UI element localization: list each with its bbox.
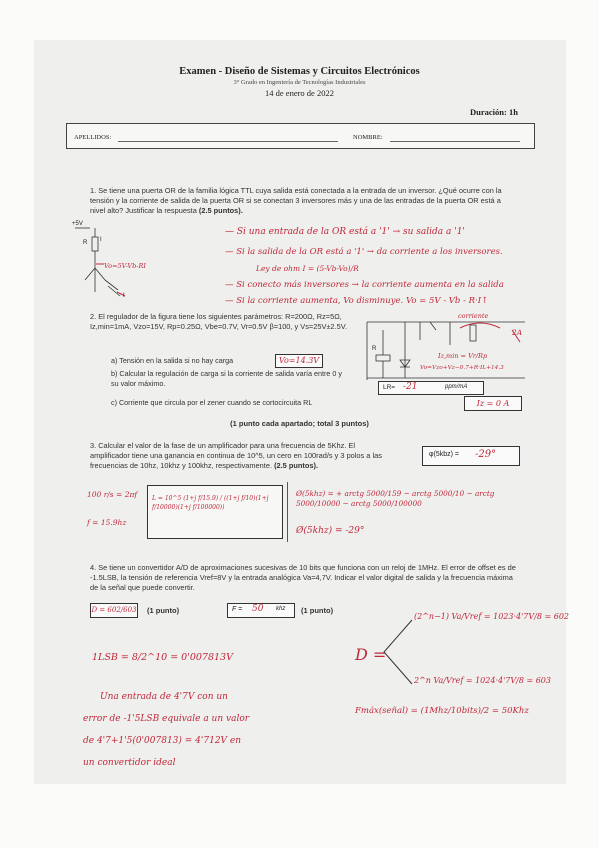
- q4-lsb: 1LSB = 8/2^10 = 0'007813V: [92, 652, 233, 663]
- exam-date: 14 de enero de 2022: [265, 88, 334, 98]
- q1-points: (2.5 puntos).: [198, 205, 243, 215]
- q4-text: 4. Se tiene un convertidor A/D de aproximaciones sucesivas de 10 bits que funciona con un reloj de 1MHz. El error de offset es de -1.5LSB, la tensión de referencia Vref=8V y la entrada analógica Va=4,7V. Indicar el valor digital de salida y la frecuencia máxima de la señal que puede convertir.: [90, 563, 516, 592]
- q1-hw-line1: — Si una entrada de la OR está a '1' → su salida a '1': [225, 227, 465, 237]
- exam-title: Examen - Diseño de Sistemas y Circuitos Electrónicos: [179, 66, 420, 77]
- q3-statement: 3. Calcular el valor de la fase de un amplificador para una frecuencia de 5Khz. El amplificador tiene una ganancia en continua de 10^5, un cero en 100rad/s y 3 polos a las frecuencias de 10hz, 10khz y 100khz, respectivamente.: [90, 441, 382, 470]
- degree-line: 3° Grado en Ingeniería de Tecnologías Industriales: [233, 79, 366, 86]
- q4-para1: Una entrada de 4'7V con un: [100, 692, 228, 702]
- lr-value: -21: [403, 382, 418, 392]
- q4-d-points: (1 punto): [147, 606, 180, 615]
- q4-d-answer[interactable]: D = 602/603: [90, 603, 138, 618]
- q1-hw-line5: — Si la corriente aumenta, Vo disminuye. Vo = 5V - Vb - R·I↑: [225, 296, 489, 306]
- q4-para3: de 4'7+1'5(0'007813) = 4'712V en: [83, 736, 242, 746]
- q4-fmax: Fmáx(señal) = (1Mhz/10bits)/2 = 50Khz: [355, 706, 529, 716]
- q2-a-answer[interactable]: Vo=14.3V: [275, 354, 323, 368]
- q4-f-points: (1 punto): [301, 606, 334, 615]
- q2-b: b) Calcular la regulación de carga si la corriente de salida varía entre 0 y su valor máximo.: [111, 369, 342, 388]
- vcc-label: +5V: [72, 221, 83, 227]
- f-label: F =: [232, 606, 243, 613]
- duration: Duración: 1h: [470, 107, 518, 117]
- apellidos-label: APELLIDOS:: [74, 134, 112, 141]
- amp-note: 2A: [512, 328, 523, 337]
- phi-label: φ(5kbz) =: [429, 451, 460, 458]
- q4-d-label: D =: [355, 645, 387, 664]
- q4-d-bot: 2^n Va/Vref = 1024·4'7V/8 = 603: [414, 676, 551, 685]
- q3-result: Ø(5khz) = -29°: [296, 526, 365, 536]
- q4-para4: un convertidor ideal: [83, 758, 176, 768]
- r-label: R: [83, 240, 88, 246]
- q1-hw-line2: — Si la salida de la OR está a '1' → da corriente a los inversores.: [225, 247, 503, 257]
- lr-unit: ppm/mA: [445, 384, 468, 390]
- izmin-note: Iz,min = Vr/Rp: [438, 352, 488, 360]
- q3-points: (2.5 puntos).: [274, 460, 318, 470]
- q3-phase: Ø(5khz) = + arctg 5000/159 − arctg 5000/10 − arctg 5000/10000 − arctg 5000/100000: [296, 489, 495, 508]
- q2-a: a) Tensión en la salida si no hay carga: [111, 356, 234, 365]
- lr-label: LR=: [383, 384, 396, 391]
- q1-statement: 1. Se tiene una puerta OR de la familia lógica TTL cuya salida está conectada a la entrada de un inversor. ¿Qué ocurre con la tensión y la corriente de salida de la puerta OR si se conectan 3 inversores más y una de las entradas de la puerta OR está a nivel alto? Justificar la respuesta: [90, 186, 502, 215]
- f-unit: khz: [276, 606, 286, 612]
- nombre-label: NOMBRE:: [353, 134, 383, 141]
- q1-hw-line3: Ley de ohm I = (5-Vb-Vo)/R: [256, 264, 359, 273]
- q1-hw-line4: — Si conecto más inversores → la corriente aumenta en la salida: [225, 280, 504, 290]
- q3-f2: f = 15.9hz: [87, 518, 127, 527]
- q2-points: (1 punto cada apartado; total 3 puntos): [230, 419, 369, 428]
- phi-value: -29°: [475, 449, 497, 460]
- q4-para2: error de -1'5LSB equivale a un valor: [83, 714, 250, 724]
- q2-text: 2. El regulador de la figura tiene los siguientes parámetros: R=200Ω, Rz=5Ω, Iz,min=1mA, Vzo=15V, Rp=0.25Ω, Vbe=0.7V, Vr=0.5V β=100, y Vs=25V±2.5V.: [90, 312, 348, 331]
- q2-c-answer[interactable]: Iz = 0 A: [464, 396, 522, 411]
- vo-sketch-eq: Vo=5V-Vb-RI: [104, 262, 146, 270]
- corriente-note: corriente: [458, 312, 489, 320]
- f-value: 50: [252, 604, 264, 614]
- vo-note: Vo=Vzo+Vz−0.7+R·IL+14.3: [420, 365, 504, 371]
- q2-c: c) Corriente que circula por el zener cuando se cortocircuita RL: [111, 398, 313, 407]
- r-circuit-label: R: [372, 346, 377, 352]
- q4-d-top: (2^n−1) Va/Vref = 1023·4'7V/8 = 602: [414, 612, 570, 621]
- q3-gain: L = 10^5 (1+j f/15.9) / ((1+j f/10)(1+j f/10000)(1+j f/100000)): [152, 495, 269, 511]
- q3-f1: 100 r/s = 2πf: [87, 490, 138, 499]
- i2-label: I: [123, 293, 125, 299]
- i1-label: I: [100, 237, 102, 243]
